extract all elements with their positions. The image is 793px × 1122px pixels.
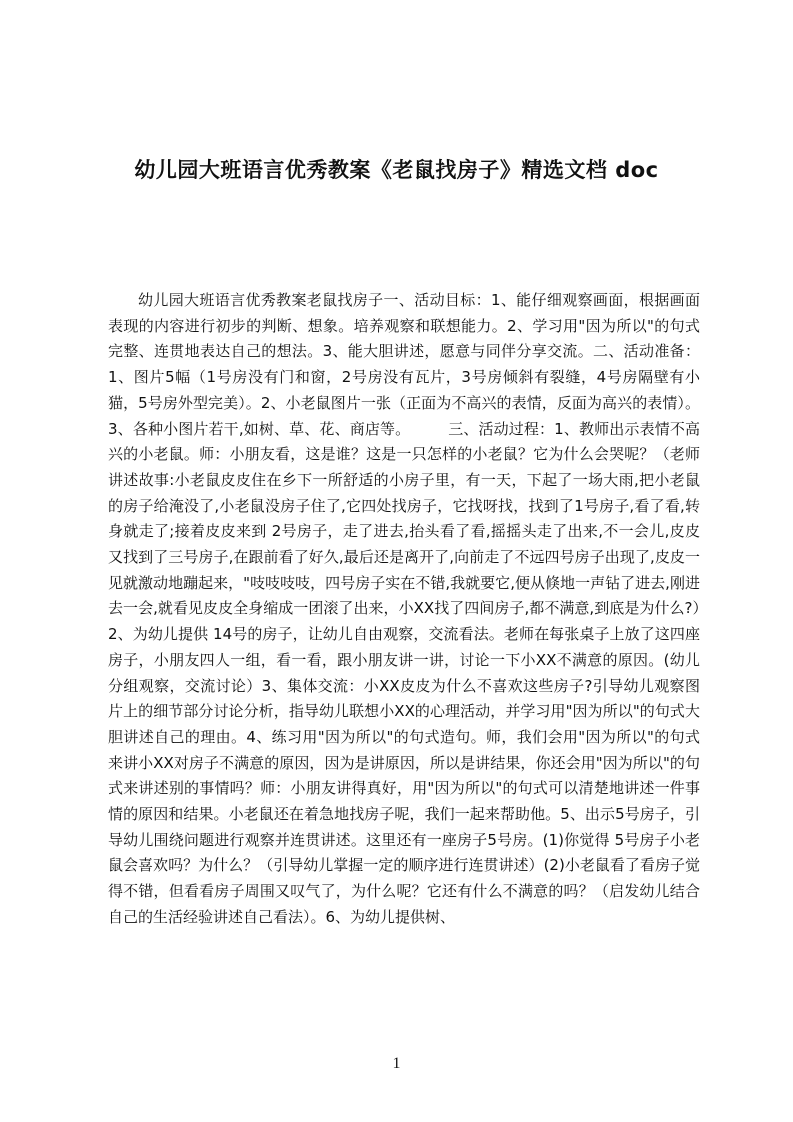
document-title: 幼儿园大班语言优秀教案《老鼠找房子》精选文档 doc: [134, 158, 659, 183]
page-number: 1: [392, 1055, 401, 1072]
body-paragraph: 幼儿园大班语言优秀教案老鼠找房子一、活动目标：1、能仔细观察画面，根据画面表现的内容进行初步的判断、想象。培养观察和联想能力。2、学习用"因为所以"的句式完整、连贯地表达自己的想法。3、能大胆讲述，愿意与同伴分享交流。二、活动准备：1、图片5幅（1号房没有门和窗，2号房没有瓦片，3号房倾斜有裂缝，4号房隔壁有小猫，5号房外型完美）。2、小老鼠图片一张（正面为不高兴的表情，反面为高兴的表情）。3、各种小图片若干,如树、草、花、商店等。 三、活动过程：1、教师出示表情不高兴的小老鼠。师：小朋友看，这是谁？这是一只怎样的小老鼠？它为什么会哭呢？（老师讲述故事:小老鼠皮皮住在乡下一所舒适的小房子里，有一天，下起了一场大雨,把小老鼠的房子给淹没了,小老鼠没房子住了,它四处找房子，它找呀找，找到了1号房子,看了看,转身就走了;接着皮皮来到 2号房子，走了进去,抬头看了看,摇摇头走了出来,不一会儿,皮皮又找到了三号房子,在跟前看了好久,最后还是离开了,向前走了不远四号房子出现了,皮皮一见就激动地蹦起来，"吱吱吱吱，四号房子实在不错,我就要它,便从倏地一声钻了进去,刚进去一会,就看见皮皮全身缩成一团滚了出来，小XX找了四间房子,都不满意,到底是为什么?）2、为幼儿提供 14号的房子，让幼儿自由观察，交流看法。老师在每张桌子上放了这四座房子，小朋友四人一组，看一看，跟小朋友讲一讲，讨论一下小XX不满意的原因。(幼儿分组观察，交流讨论）3、集体交流：小XX皮皮为什么不喜欢这些房子?引导幼儿观察图片上的细节部分讨论分析，指导幼儿联想小XX的心理活动，并学习用"因为所以"的句式大胆讲述自己的理由。4、练习用"因为所以"的句式造句。师，我们会用"因为所以"的句式来讲小XX对房子不满意的原因，因为是讲原因，所以是讲结果，你还会用"因为所以"的句式来讲述别的事情吗？师：小朋友讲得真好，用"因为所以"的句式可以清楚地讲述一件事情的原因和结果。小老鼠还在着急地找房子呢，我们一起来帮助他。5、出示5号房子，引导幼儿围绕问题进行观察并连贯讲述。这里还有一座房子5号房。(1)你觉得 5号房子小老鼠会喜欢吗？为什么？（引导幼儿掌握一定的顺序进行连贯讲述）(2)小老鼠看了看房子觉得不错，但看看房子周围又叹气了，为什么呢？它还有什么不满意的吗？（启发幼儿结合自己的生活经验讲述自己看法）。6、为幼儿提供树、: [108, 291, 700, 926]
